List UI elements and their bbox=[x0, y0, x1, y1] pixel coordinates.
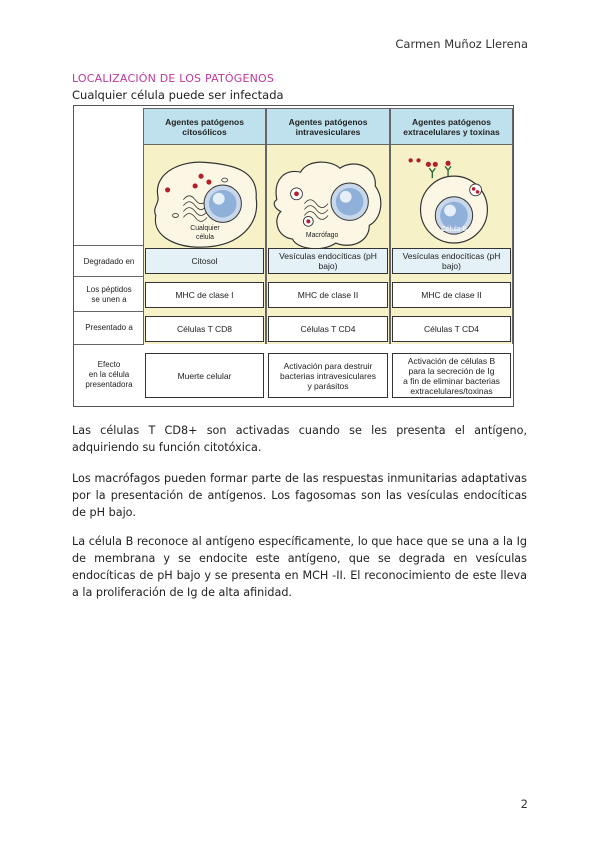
cell-degraded-intravesicular: Vesículas endocíticas (pH bajo) bbox=[268, 248, 388, 274]
paragraph-cd8: Las células T CD8+ son activadas cuando se les presenta el antígeno, adquiriendo su función citotóxica. bbox=[72, 424, 527, 454]
column-header-extracellular: Agentes patógenos extracelulares y toxinas bbox=[390, 108, 513, 145]
cell-mhc-intravesicular: MHC de clase II bbox=[268, 282, 388, 308]
cell-effect-cytosolic: Muerte celular bbox=[145, 353, 264, 398]
illustration-b-cell bbox=[390, 145, 513, 344]
cell-presented-cytosolic: Células T CD8 bbox=[145, 316, 264, 342]
cell-degraded-cytosolic: Citosol bbox=[145, 248, 264, 274]
cell-effect-intravesicular: Activación para destruir bacterias intravesiculares y parásitos bbox=[268, 353, 388, 398]
cell-presented-extracellular: Células T CD4 bbox=[392, 316, 511, 342]
macrophage-illustration bbox=[267, 145, 389, 344]
pathogen-location-figure bbox=[73, 105, 514, 407]
paragraph-macrophages: Los macrófagos pueden formar parte de las respuestas inmunitarias adaptativas por la presentación de antígenos. Los fagosomas son las vesículas endocíticas de pH bajo. bbox=[72, 472, 527, 519]
macrophage-label: Macrófago bbox=[305, 232, 339, 240]
any-cell-label-line2: célula bbox=[196, 234, 214, 242]
cell-effect-extracellular: Activación de células B para la secreción de Ig a fin de eliminar bacterias extracelulares/toxinas bbox=[392, 353, 511, 398]
any-cell-label-line1: Cualquier bbox=[190, 225, 220, 233]
row-divider bbox=[74, 344, 144, 345]
illustration-macrophage bbox=[266, 145, 390, 344]
row-divider bbox=[74, 311, 144, 312]
column-header-intravesicular: Agentes patógenos intravesiculares bbox=[266, 108, 390, 145]
row-label-degraded-in: Degradado en bbox=[83, 257, 135, 266]
paragraph-b-cell: La célula B reconoce al antígeno específicamente, lo que hace que se una a la Ig de membrana y se endocite este antígeno, que se degrada en vesículas endocíticas de pH bajo y se presenta en MCH -II. El reconocimiento de este lleva a la proliferación de Ig de alta afinidad. bbox=[72, 535, 527, 599]
row-divider bbox=[74, 245, 144, 246]
author-name: Carmen Muñoz Llerena bbox=[395, 37, 528, 51]
section-title: LOCALIZACIÓN DE LOS PATÓGENOS bbox=[72, 72, 275, 85]
column-header-cytosolic: Agentes patógenos citosólicos bbox=[143, 108, 266, 145]
page-number: 2 bbox=[520, 797, 528, 811]
row-divider bbox=[74, 276, 144, 277]
b-cell-label: Célula B bbox=[440, 226, 467, 234]
cell-presented-intravesicular: Células T CD4 bbox=[268, 316, 388, 342]
illustration-any-cell bbox=[143, 145, 266, 344]
cell-mhc-extracellular: MHC de clase II bbox=[392, 282, 511, 308]
cell-degraded-extracellular: Vesículas endocíticas (pH bajo) bbox=[392, 248, 511, 274]
b-cell-illustration bbox=[391, 145, 512, 344]
row-label-presented-to: Presentado a bbox=[85, 323, 133, 332]
row-label-effect: Efecto en la célula presentadora bbox=[85, 360, 133, 389]
any-cell-illustration bbox=[144, 145, 265, 344]
cell-mhc-cytosolic: MHC de clase I bbox=[145, 282, 264, 308]
row-label-peptides-bind: Los péptidos se unen a bbox=[86, 285, 132, 304]
section-subtitle: Cualquier célula puede ser infectada bbox=[72, 88, 284, 102]
